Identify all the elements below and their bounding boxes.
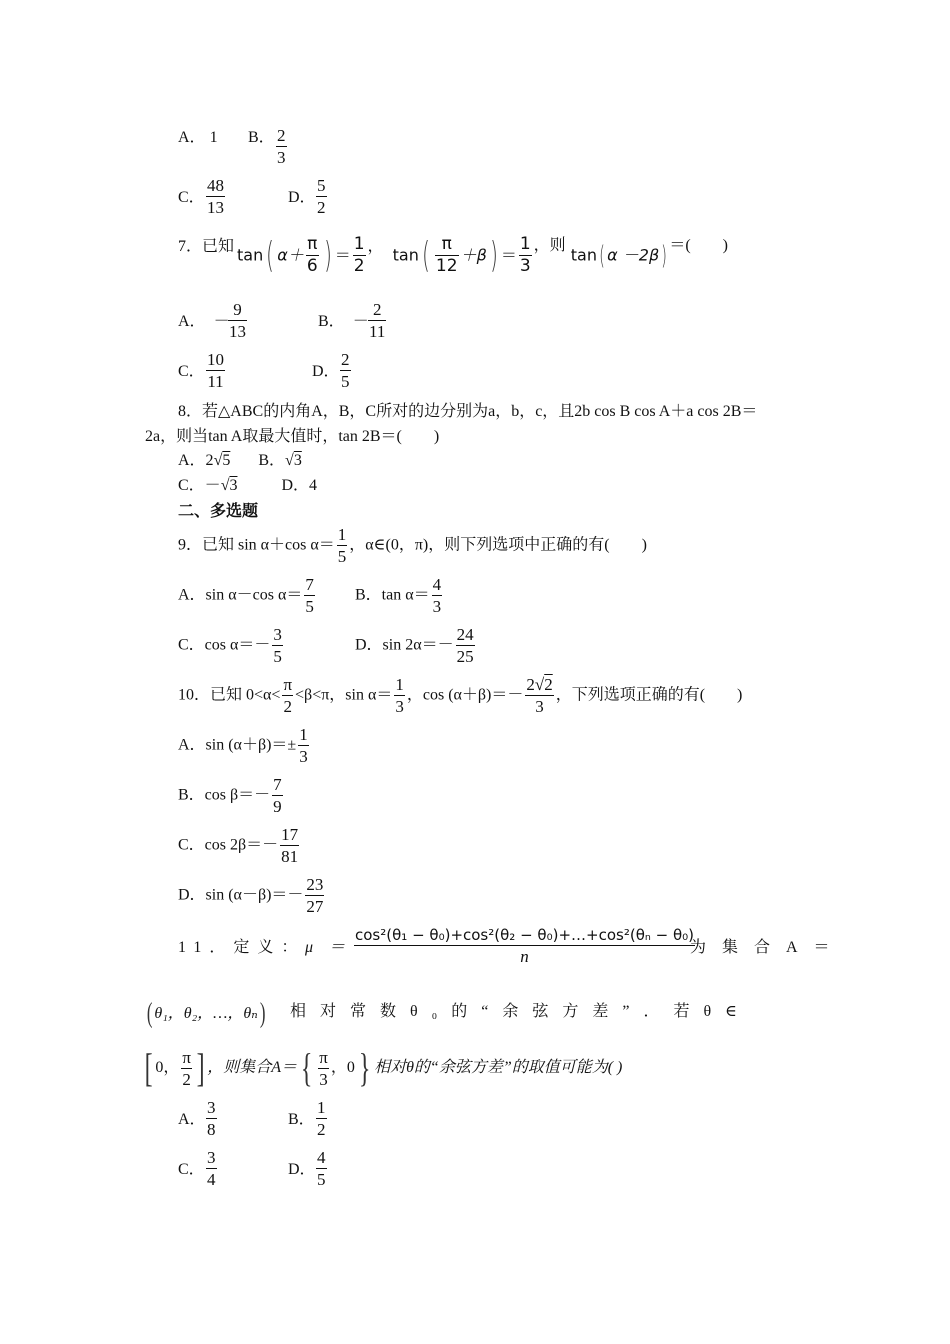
q9-option-d-pre: D．sin 2α＝－: [355, 636, 454, 654]
frac-den: 8: [207, 1120, 216, 1139]
q6-option-c-label: C．: [178, 189, 205, 206]
frac-den: n: [520, 947, 529, 966]
frac-den: 6: [306, 256, 318, 276]
q11-post-3: ，则集合A＝: [207, 1059, 298, 1076]
frac-num: 3: [207, 1098, 216, 1117]
q7-option-b-sign: －: [352, 313, 369, 330]
q11-option-d: [288, 1160, 316, 1180]
q8-options-row-2: [178, 476, 317, 496]
frac-num: 1: [395, 675, 404, 694]
q7-comma: ，: [367, 236, 384, 255]
frac-num: 1: [353, 234, 365, 254]
q6-option-a-value: 1: [209, 129, 218, 146]
q11-interval-left: 0，: [155, 1059, 180, 1076]
question-10: [178, 676, 742, 715]
frac-den: 5: [317, 1170, 326, 1189]
q11-option-b-frac: [314, 1099, 329, 1138]
q10-option-a-pre: A．sin (α＋β)＝±: [178, 736, 297, 754]
q7-expr: α －2β: [607, 245, 660, 265]
q7-plus-beta: ＋β: [460, 245, 487, 265]
q7-option-a-label: A．: [178, 313, 206, 330]
q8-line-2: 2a，则当tan A取最大值时，tan 2B＝( ): [145, 428, 440, 445]
q7-option-d-frac: [338, 351, 353, 390]
paren-right: ): [661, 240, 668, 271]
q8-option-b-radicand: 3: [293, 452, 302, 469]
q11-zero: ，0: [330, 1059, 355, 1076]
q10-mid: <β<π，sin α＝: [295, 686, 393, 704]
q6-option-c: [178, 188, 205, 208]
q11-option-c: [178, 1160, 205, 1180]
radical-icon: √: [534, 675, 545, 694]
frac-num: 4: [317, 1148, 326, 1167]
q11-interval-line: [142, 1045, 623, 1090]
q7-option-d-label: D．: [312, 363, 340, 380]
frac-den: 2: [353, 256, 365, 276]
frac-den: 13: [207, 198, 224, 217]
q10-option-a: [178, 726, 311, 765]
q7-then: ，则: [533, 237, 566, 254]
frac-den: 3: [395, 697, 404, 716]
q11-option-d-frac: [314, 1149, 329, 1188]
q7-option-c-frac: [204, 351, 227, 390]
q8-option-b: B．: [258, 452, 286, 469]
q7-option-b-label: B．: [318, 313, 345, 330]
frac-num: 2: [277, 126, 286, 145]
frac-den: 3: [277, 148, 286, 167]
q7-option-a: [178, 312, 230, 332]
q7-option-a-frac: [226, 301, 249, 340]
q7-eq-1: ＝: [334, 245, 351, 265]
frac-den: 3: [432, 597, 442, 616]
frac-den: 12: [435, 256, 458, 276]
frac-num: 3: [273, 625, 282, 644]
q6-option-b-label: B．: [248, 129, 275, 146]
frac-den: 27: [306, 897, 324, 916]
q9-option-a-pre: A．sin α－cos α＝: [178, 586, 303, 604]
q7-option-c-label: C．: [178, 363, 205, 380]
q11-mu: μ ＝: [305, 939, 352, 956]
q11-option-b: [288, 1110, 315, 1130]
frac-num: 1: [317, 1098, 326, 1117]
q7-tan-1: tan: [237, 245, 264, 265]
q7-option-b: [318, 312, 369, 332]
q7-option-a-sign: －: [213, 313, 230, 330]
q6-option-d: [288, 188, 316, 208]
q10-pre: 10．已知 0<α<: [178, 686, 281, 704]
q6-option-c-frac: [204, 177, 227, 216]
q6-option-d-frac: [314, 177, 329, 216]
frac-den: 3: [535, 697, 544, 716]
q10-option-d-pre: D．sin (α－β)＝－: [178, 886, 304, 904]
q9-option-c-pre: C．cos α＝－: [178, 636, 271, 654]
q10-option-b-pre: B．cos β＝－: [178, 786, 271, 804]
q7-tan-3: tan: [570, 245, 597, 265]
q9-post: ，α∈(0，π)，则下列选项中正确的有( ): [349, 536, 647, 554]
radical-icon: √: [285, 452, 294, 469]
frac-den: 3: [319, 1069, 328, 1089]
q10-post: ，下列选项正确的有( ): [555, 686, 743, 704]
brace-left: {: [300, 1045, 313, 1090]
q7-tan-2: tan: [392, 245, 419, 265]
paren-right: ): [323, 234, 332, 276]
frac-den: 11: [207, 372, 224, 391]
q8-line-1: 8．若△ABC的内角A，B，C所对的边分别为a，b，c，且2b cos B cos A＋a cos 2B＝: [178, 403, 758, 420]
frac-den: 3: [299, 747, 308, 766]
brace-right: }: [358, 1045, 371, 1090]
q9-pre: 9．已知 sin α＋cos α＝: [178, 536, 335, 554]
frac-num: π: [283, 675, 293, 694]
paren-right: ): [489, 234, 498, 276]
q10-rad-coef: 2: [526, 675, 535, 694]
q8-options-row-1: [178, 451, 302, 471]
q8-option-c: C．－: [178, 477, 221, 494]
frac-num: 23: [306, 875, 324, 894]
q8-option-d: D．4: [281, 477, 318, 494]
frac-den: 25: [456, 647, 474, 666]
q11-option-a-label: A．: [178, 1111, 206, 1128]
q8-option-a-radicand: 5: [222, 452, 231, 469]
frac-den: 4: [207, 1170, 216, 1189]
q6-option-b-frac: [274, 127, 289, 166]
set-bracket-right: ): [259, 998, 266, 1029]
q9-option-d: [355, 626, 477, 665]
q11-option-a: [178, 1110, 206, 1130]
q11-option-a-frac: [204, 1099, 219, 1138]
frac-den: 13: [229, 322, 246, 341]
q7-number: 7．已知: [178, 238, 235, 255]
q10-option-d: [178, 876, 326, 915]
q7-option-d: [312, 362, 340, 382]
q7-option-b-frac: [366, 301, 388, 340]
q11-post-1: 为集合A＝: [690, 939, 846, 956]
q11-post-4: 相对θ的“余弦方差”的取值可能为( ): [374, 1059, 623, 1076]
frac-num: 1: [299, 725, 308, 744]
q7-alpha-plus: α＋: [277, 245, 304, 265]
q10-option-b: [178, 776, 285, 815]
q8-option-c-radicand: 3: [229, 477, 238, 494]
frac-num: 24: [456, 625, 474, 644]
q11-option-c-label: C．: [178, 1161, 205, 1178]
frac-den: 2: [317, 198, 326, 217]
frac-den: 2: [182, 1069, 191, 1089]
frac-den: 5: [337, 547, 347, 566]
frac-num: 7: [273, 775, 282, 794]
frac-num: 2: [341, 350, 350, 369]
paren-left: (: [599, 240, 605, 271]
bracket-right: ]: [196, 1045, 205, 1090]
q11-option-c-frac: [204, 1149, 219, 1188]
question-9: [178, 526, 647, 565]
frac-num: 7: [305, 575, 314, 594]
frac-den: 5: [273, 647, 282, 666]
q9-option-c: [178, 626, 285, 665]
q10-radicand: 2: [544, 675, 553, 694]
section-heading-multiple-choice: 二、多选题: [178, 503, 259, 520]
question-7: [178, 237, 234, 257]
frac-num: 2: [368, 301, 386, 321]
q11-set-theta: θ₁，θ₂，…，θₙ: [154, 1005, 258, 1022]
q6-option-d-label: D．: [288, 189, 316, 206]
q7-option-c: [178, 362, 205, 382]
frac-num: 1: [519, 234, 531, 254]
q9-option-b: [355, 576, 444, 615]
set-bracket-left: (: [146, 998, 153, 1029]
q6-option-b: [248, 128, 275, 148]
q10-option-c-pre: C．cos 2β＝－: [178, 836, 279, 854]
frac-num: 5: [317, 176, 326, 195]
frac-den: 11: [369, 322, 386, 341]
frac-den: 3: [519, 256, 531, 276]
q7-eq-2: ＝: [500, 245, 517, 265]
radical-icon: √: [213, 452, 223, 469]
q7-tail: ＝( ): [669, 237, 729, 254]
q11-set-line: [145, 1000, 267, 1028]
frac-den: 5: [341, 372, 350, 391]
question-11-label: 11．定义：: [178, 939, 306, 956]
frac-num: π: [307, 234, 318, 254]
q9-option-b-pre: B．tan α＝: [355, 586, 430, 604]
radical-icon: √: [220, 477, 230, 494]
q10-option-c: [178, 826, 301, 865]
q7-expression: [237, 236, 728, 275]
frac-den: 5: [305, 597, 314, 616]
paren-left: (: [266, 234, 275, 276]
q6-option-row-1: [178, 128, 218, 148]
frac-den: 2: [283, 697, 292, 716]
frac-num: 17: [281, 825, 299, 844]
q11-option-b-label: B．: [288, 1111, 315, 1128]
frac-den: 9: [273, 797, 282, 816]
paren-left: (: [422, 234, 430, 276]
frac-num: 1: [337, 525, 347, 544]
q11-option-d-label: D．: [288, 1161, 316, 1178]
frac-num: 48: [207, 176, 224, 195]
q9-option-a: [178, 576, 317, 615]
frac-num: π: [319, 1047, 328, 1067]
frac-num: 4: [432, 575, 442, 594]
frac-den: 81: [281, 847, 299, 866]
frac-den: 2: [317, 1120, 326, 1139]
frac-num: π: [435, 236, 459, 256]
frac-num: π: [182, 1047, 191, 1067]
frac-num: 3: [207, 1148, 216, 1167]
frac-num: 9: [228, 301, 247, 321]
bracket-left: [: [144, 1045, 153, 1090]
q11-definition-fraction: [352, 928, 697, 965]
frac-num: 10: [207, 350, 224, 369]
q11-post-2: 相对常数θ₀的“余弦方差”．若θ∈: [290, 1003, 751, 1020]
frac-num: cos²(θ₁ − θ₀)+cos²(θ₂ − θ₀)+…+cos²(θₙ − θ₀): [355, 926, 694, 944]
q6-option-a-label: A．: [178, 129, 206, 146]
q8-option-a: A．2: [178, 452, 214, 469]
frac-num: [525, 676, 553, 696]
q10-mid2: ，cos (α＋β)＝－: [406, 686, 524, 704]
